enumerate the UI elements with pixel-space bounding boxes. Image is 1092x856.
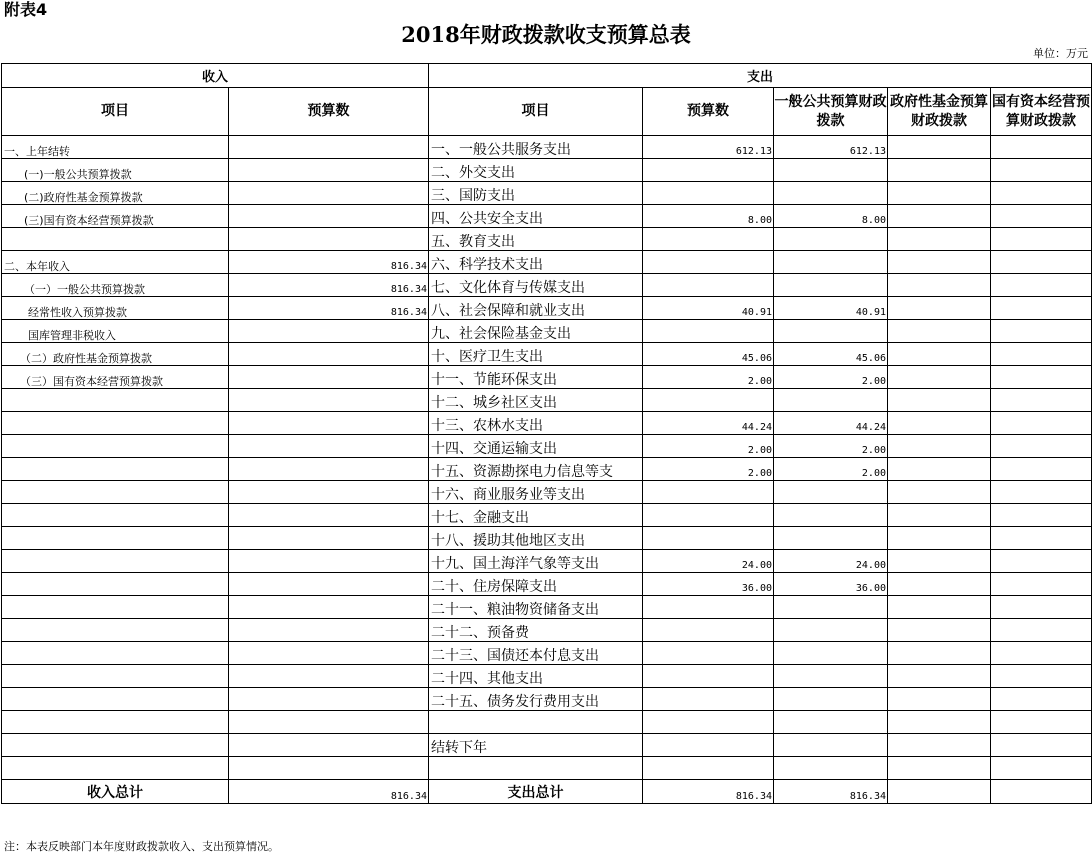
income-item-cell: （二）政府性基金预算拨款 [2, 343, 229, 366]
income-value-cell: 816.34 [229, 274, 429, 297]
income-item-cell [2, 550, 229, 573]
expense-capital-cell [991, 136, 1092, 159]
income-item-cell [2, 458, 229, 481]
expense-capital-cell [991, 550, 1092, 573]
income-value-cell [229, 619, 429, 642]
gov-fund-header: 政府性基金预算财政拨款 [888, 88, 991, 136]
expense-item-cell: 八、社会保障和就业支出 [429, 297, 643, 320]
expense-capital-cell [991, 251, 1092, 274]
income-item-cell [2, 642, 229, 665]
expense-budget-cell [643, 619, 774, 642]
expense-capital-cell [991, 343, 1092, 366]
income-value-cell [229, 412, 429, 435]
table-row [2, 366, 1092, 389]
expense-budget-cell: 612.13 [643, 136, 774, 159]
income-value-cell [229, 642, 429, 665]
table-row [2, 550, 1092, 573]
expense-general-cell [774, 251, 888, 274]
income-value-cell [229, 711, 429, 734]
income-value-cell [229, 136, 429, 159]
expense-capital-cell [991, 757, 1092, 780]
table-row [2, 297, 1092, 320]
expense-capital-cell [991, 297, 1092, 320]
expense-capital-cell [991, 504, 1092, 527]
expense-budget-cell [643, 274, 774, 297]
general-public-header: 一般公共预算财政拨款 [774, 88, 888, 136]
expense-general-cell: 8.00 [774, 205, 888, 228]
expense-capital-cell [991, 320, 1092, 343]
income-item-cell [2, 527, 229, 550]
expense-budget-cell [643, 665, 774, 688]
expense-fund-cell [888, 665, 991, 688]
table-row [2, 182, 1092, 205]
expense-fund-cell [888, 366, 991, 389]
income-item-cell [2, 481, 229, 504]
totals-row [2, 780, 1092, 804]
table-row [2, 343, 1092, 366]
expense-fund-cell [888, 389, 991, 412]
expense-header: 支出 [429, 64, 1092, 88]
expense-item-cell: 十六、商业服务业等支出 [429, 481, 643, 504]
income-item-cell: 一、上年结转 [2, 136, 229, 159]
expense-fund-cell [888, 504, 991, 527]
state-capital-header: 国有资本经营预算财政拨款 [991, 88, 1092, 136]
expense-capital-cell [991, 619, 1092, 642]
expense-capital-cell [991, 205, 1092, 228]
income-value-cell [229, 228, 429, 251]
income-value-cell [229, 320, 429, 343]
expense-fund-cell [888, 159, 991, 182]
income-item-cell [2, 573, 229, 596]
expense-item-cell: 三、国防支出 [429, 182, 643, 205]
income-total-label: 收入总计 [2, 780, 229, 804]
expense-budget-cell [643, 734, 774, 757]
expense-item-cell [429, 757, 643, 780]
expense-budget-cell [643, 389, 774, 412]
expense-item-cell: 十七、金融支出 [429, 504, 643, 527]
income-value-cell [229, 435, 429, 458]
income-item-cell [2, 665, 229, 688]
expense-capital-cell [991, 182, 1092, 205]
expense-item-cell: 一、一般公共服务支出 [429, 136, 643, 159]
expense-general-cell [774, 274, 888, 297]
expense-budget-cell [643, 757, 774, 780]
expense-budget-cell: 2.00 [643, 435, 774, 458]
expense-total-label: 支出总计 [429, 780, 643, 804]
table-row [2, 711, 1092, 734]
expense-total-budget: 816.34 [643, 780, 774, 804]
expense-fund-cell [888, 136, 991, 159]
expense-general-cell [774, 711, 888, 734]
income-value-cell [229, 734, 429, 757]
expense-general-cell [774, 734, 888, 757]
unit-label: 单位：万元 [1033, 47, 1088, 60]
income-item-cell [2, 619, 229, 642]
expense-general-cell [774, 228, 888, 251]
income-item-cell [2, 228, 229, 251]
expense-fund-cell [888, 274, 991, 297]
section-header-row [2, 64, 1092, 88]
table-row [2, 435, 1092, 458]
income-value-cell [229, 458, 429, 481]
expense-item-cell [429, 711, 643, 734]
table-row [2, 504, 1092, 527]
expense-general-cell: 612.13 [774, 136, 888, 159]
expense-general-cell [774, 527, 888, 550]
expense-fund-cell [888, 550, 991, 573]
expense-budget-cell [643, 320, 774, 343]
income-item-cell: 二、本年收入 [2, 251, 229, 274]
expense-general-cell: 36.00 [774, 573, 888, 596]
expense-capital-cell [991, 527, 1092, 550]
expense-item-cell: 结转下年 [429, 734, 643, 757]
table-row [2, 481, 1092, 504]
expense-fund-cell [888, 228, 991, 251]
income-value-cell [229, 343, 429, 366]
income-value-cell [229, 665, 429, 688]
expense-budget-cell: 44.24 [643, 412, 774, 435]
expense-fund-cell [888, 711, 991, 734]
income-item-cell: （一）一般公共预算拨款 [2, 274, 229, 297]
expense-fund-cell [888, 320, 991, 343]
expense-general-cell [774, 159, 888, 182]
expense-budget-cell [643, 504, 774, 527]
expense-budget-cell: 24.00 [643, 550, 774, 573]
income-item-cell [2, 412, 229, 435]
income-value-cell [229, 688, 429, 711]
expense-capital-cell [991, 734, 1092, 757]
income-value-cell: 816.34 [229, 251, 429, 274]
expense-capital-cell [991, 435, 1092, 458]
expense-fund-cell [888, 688, 991, 711]
expense-general-cell [774, 619, 888, 642]
expense-fund-cell [888, 527, 991, 550]
expense-item-cell: 七、文化体育与传媒支出 [429, 274, 643, 297]
income-item-cell: 经常性收入预算拨款 [2, 297, 229, 320]
expense-capital-cell [991, 412, 1092, 435]
income-total-value: 816.34 [229, 780, 429, 804]
expense-capital-cell [991, 228, 1092, 251]
expense-item-cell: 十、医疗卫生支出 [429, 343, 643, 366]
table-row [2, 274, 1092, 297]
expense-fund-cell [888, 642, 991, 665]
table-row [2, 734, 1092, 757]
expense-budget-cell [643, 182, 774, 205]
income-value-cell [229, 389, 429, 412]
table-row [2, 642, 1092, 665]
table-row [2, 136, 1092, 159]
expense-budget-cell: 2.00 [643, 458, 774, 481]
table-row [2, 573, 1092, 596]
income-value-cell [229, 182, 429, 205]
expense-general-cell: 2.00 [774, 458, 888, 481]
expense-budget-cell: 36.00 [643, 573, 774, 596]
expense-item-cell: 二十二、预备费 [429, 619, 643, 642]
expense-fund-cell [888, 297, 991, 320]
income-value-cell [229, 366, 429, 389]
table-row [2, 458, 1092, 481]
table-row [2, 412, 1092, 435]
income-value-cell: 816.34 [229, 297, 429, 320]
expense-item-cell: 二十四、其他支出 [429, 665, 643, 688]
expense-capital-cell [991, 159, 1092, 182]
expense-fund-cell [888, 251, 991, 274]
income-item-cell: (二)政府性基金预算拨款 [2, 182, 229, 205]
expense-fund-cell [888, 205, 991, 228]
expense-general-cell [774, 504, 888, 527]
income-item-cell: 国库管理非税收入 [2, 320, 229, 343]
income-item-cell: （三）国有资本经营预算拨款 [2, 366, 229, 389]
expense-fund-cell [888, 619, 991, 642]
expense-budget-cell: 8.00 [643, 205, 774, 228]
income-item-cell [2, 757, 229, 780]
expense-general-cell [774, 320, 888, 343]
expense-capital-cell [991, 711, 1092, 734]
attachment-label: 附表4 [4, 0, 48, 19]
expense-general-cell: 24.00 [774, 550, 888, 573]
expense-item-cell: 十一、节能环保支出 [429, 366, 643, 389]
table-row [2, 688, 1092, 711]
income-item-cell [2, 389, 229, 412]
table-row [2, 159, 1092, 182]
expense-general-cell [774, 688, 888, 711]
expense-general-cell [774, 665, 888, 688]
expense-item-cell: 十五、资源勘探电力信息等支 [429, 458, 643, 481]
income-value-cell [229, 205, 429, 228]
expense-item-cell: 十八、援助其他地区支出 [429, 527, 643, 550]
expense-capital-cell [991, 274, 1092, 297]
income-item-cell [2, 734, 229, 757]
expense-fund-cell [888, 412, 991, 435]
expense-total-fund [888, 780, 991, 804]
expense-general-cell [774, 757, 888, 780]
table-row [2, 320, 1092, 343]
expense-item-cell: 九、社会保险基金支出 [429, 320, 643, 343]
expense-item-cell: 二十三、国债还本付息支出 [429, 642, 643, 665]
expense-budget-cell [643, 642, 774, 665]
expense-general-cell [774, 642, 888, 665]
expense-item-cell: 六、科学技术支出 [429, 251, 643, 274]
expense-budget-cell: 2.00 [643, 366, 774, 389]
income-item-cell [2, 504, 229, 527]
expense-budget-cell [643, 159, 774, 182]
expense-budget-cell [643, 251, 774, 274]
expense-total-general: 816.34 [774, 780, 888, 804]
table-row [2, 596, 1092, 619]
income-item-cell [2, 435, 229, 458]
income-item-cell [2, 596, 229, 619]
expense-general-cell [774, 389, 888, 412]
expense-general-cell: 45.06 [774, 343, 888, 366]
expense-item-cell: 四、公共安全支出 [429, 205, 643, 228]
income-value-cell [229, 573, 429, 596]
income-header: 收入 [2, 64, 429, 88]
expense-fund-cell [888, 757, 991, 780]
table-row [2, 205, 1092, 228]
expense-budget-cell [643, 481, 774, 504]
expense-budget-cell [643, 527, 774, 550]
page-title: 2018年财政拨款收支预算总表 [401, 22, 691, 47]
expense-item-cell: 二十五、债务发行费用支出 [429, 688, 643, 711]
expense-capital-cell [991, 596, 1092, 619]
expense-general-cell: 2.00 [774, 435, 888, 458]
expense-item-cell: 十九、国土海洋气象等支出 [429, 550, 643, 573]
expense-item-cell: 二十、住房保障支出 [429, 573, 643, 596]
table-row [2, 527, 1092, 550]
expense-budget-cell [643, 596, 774, 619]
expense-budget-cell: 45.06 [643, 343, 774, 366]
expense-item-cell: 二十一、粮油物资储备支出 [429, 596, 643, 619]
expense-capital-cell [991, 389, 1092, 412]
table-row [2, 389, 1092, 412]
income-value-cell [229, 757, 429, 780]
expense-general-cell: 40.91 [774, 297, 888, 320]
expense-general-cell: 44.24 [774, 412, 888, 435]
expense-general-cell [774, 481, 888, 504]
expense-fund-cell [888, 182, 991, 205]
expense-total-capital [991, 780, 1092, 804]
expense-capital-cell [991, 458, 1092, 481]
income-value-cell [229, 527, 429, 550]
table-row [2, 757, 1092, 780]
expense-fund-cell [888, 435, 991, 458]
expense-capital-cell [991, 665, 1092, 688]
table-row [2, 251, 1092, 274]
expense-capital-cell [991, 481, 1092, 504]
expense-budget-cell [643, 711, 774, 734]
table-row [2, 228, 1092, 251]
expense-capital-cell [991, 642, 1092, 665]
expense-general-cell: 2.00 [774, 366, 888, 389]
expense-fund-cell [888, 458, 991, 481]
expense-fund-cell [888, 481, 991, 504]
income-value-cell [229, 481, 429, 504]
income-value-cell [229, 159, 429, 182]
income-value-cell [229, 504, 429, 527]
expense-capital-cell [991, 688, 1092, 711]
column-header-row [2, 88, 1092, 136]
expense-item-cell: 十四、交通运输支出 [429, 435, 643, 458]
table-row [2, 665, 1092, 688]
income-item-cell [2, 711, 229, 734]
expense-general-cell [774, 596, 888, 619]
income-item-header: 项目 [2, 88, 229, 136]
expense-item-cell: 十二、城乡社区支出 [429, 389, 643, 412]
expense-budget-header: 预算数 [643, 88, 774, 136]
expense-general-cell [774, 182, 888, 205]
footnote: 注：本表反映部门本年度财政拨款收入、支出预算情况。 [4, 840, 279, 853]
income-item-cell: (三)国有资本经营预算拨款 [2, 205, 229, 228]
expense-budget-cell [643, 688, 774, 711]
income-item-cell [2, 688, 229, 711]
expense-budget-cell [643, 228, 774, 251]
expense-item-cell: 五、教育支出 [429, 228, 643, 251]
income-value-cell [229, 596, 429, 619]
budget-table [1, 63, 1092, 804]
expense-fund-cell [888, 596, 991, 619]
expense-budget-cell: 40.91 [643, 297, 774, 320]
expense-capital-cell [991, 366, 1092, 389]
income-value-cell [229, 550, 429, 573]
income-budget-header: 预算数 [229, 88, 429, 136]
expense-item-cell: 二、外交支出 [429, 159, 643, 182]
expense-fund-cell [888, 573, 991, 596]
expense-capital-cell [991, 573, 1092, 596]
expense-item-header: 项目 [429, 88, 643, 136]
expense-item-cell: 十三、农林水支出 [429, 412, 643, 435]
expense-fund-cell [888, 343, 991, 366]
income-item-cell: (一)一般公共预算拨款 [2, 159, 229, 182]
expense-fund-cell [888, 734, 991, 757]
table-row [2, 619, 1092, 642]
